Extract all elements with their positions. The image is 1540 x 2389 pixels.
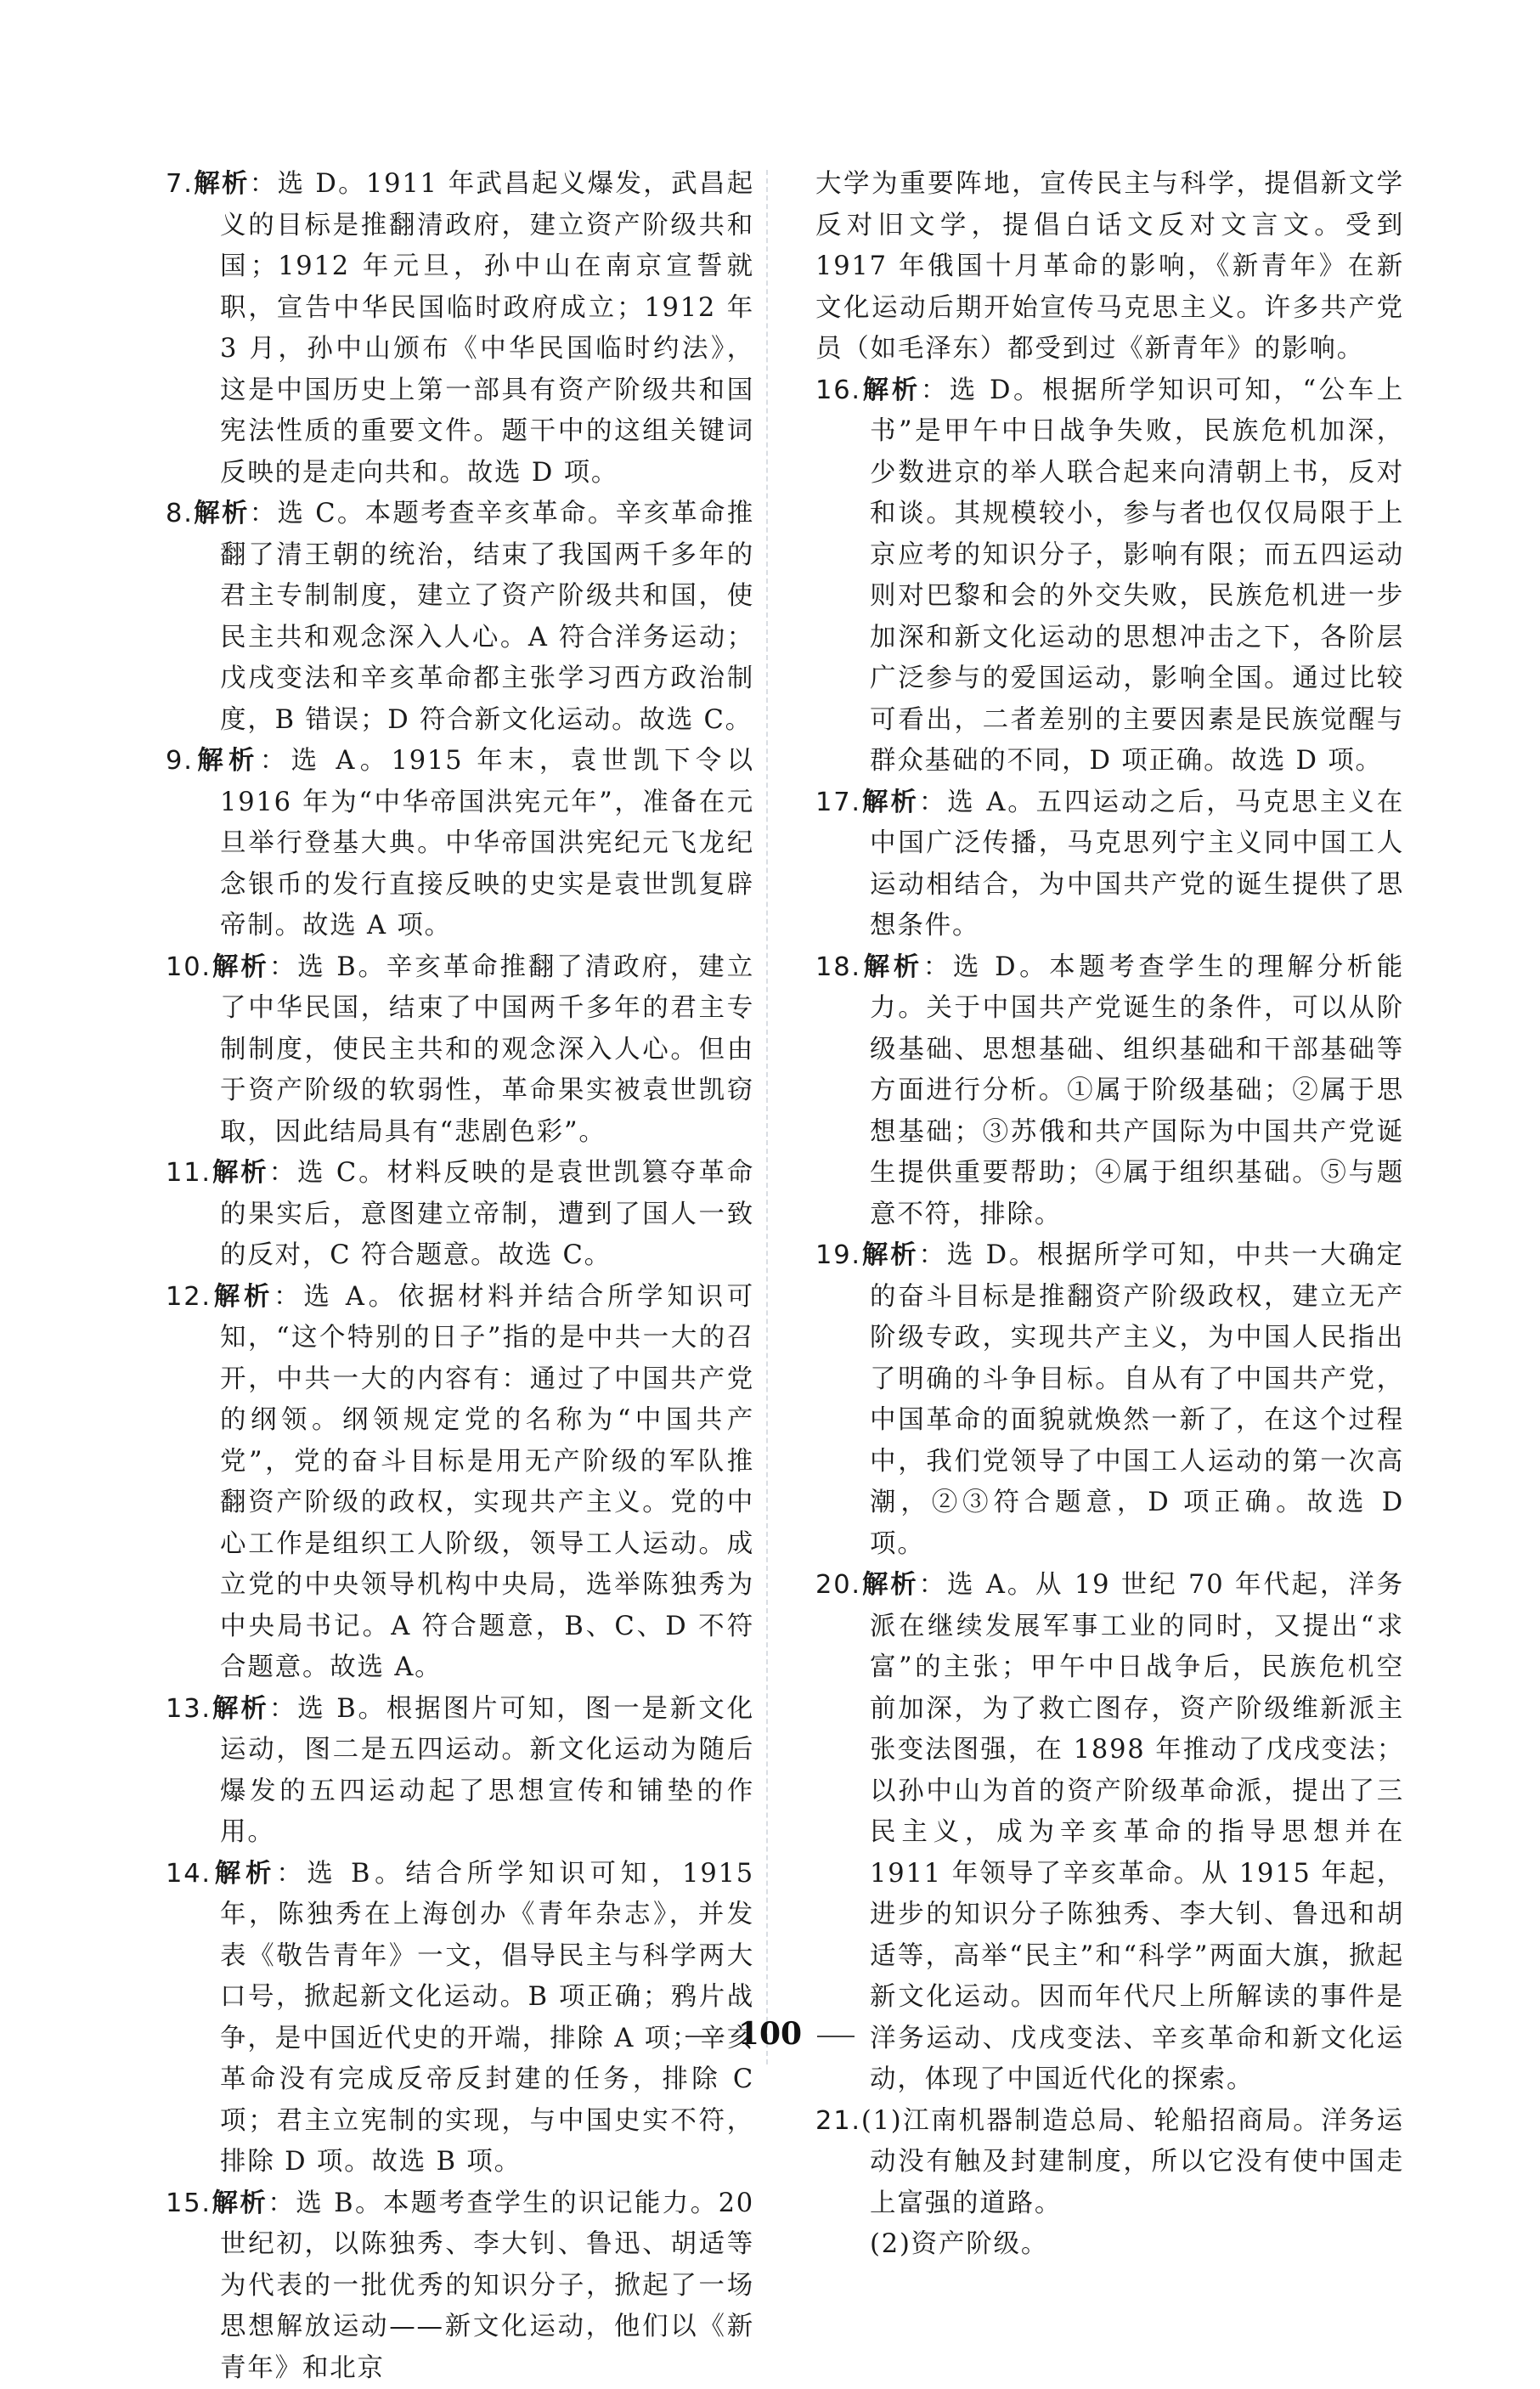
answer-item-17: 17.解析：选 A。五四运动之后，马克思主义在中国广泛传播，马克思列宁主义同中国工人运动相结合，为中国共产党的诞生提供了思想条件。 (815, 782, 1404, 947)
page-number-footer (0, 2016, 1540, 2052)
left-column (166, 164, 754, 2389)
footer-dash-right (817, 2036, 855, 2037)
answer-item-12: 12.解析：选 A。依据材料并结合所学知识可知，“这个特别的日子”指的是中共一大的召开，中共一大的内容有：通过了中国共产党的纲领。纲领规定党的名称为“中国共产党”，党的奋斗目标是用无产阶级的军队推翻资产阶级的政权，实现共产主义。党的中心工作是组织工人阶级，领导工人运动。成立党的中央领导机构中央局，选举陈独秀为中央局书记。A 符合题意，B、C、D 不符合题意。故选 A。 (166, 1277, 754, 1689)
answer-item-10: 10.解析：选 B。辛亥革命推翻了清政府，建立了中华民国，结束了中国两千多年的君主专制制度，使民主共和的观念深入人心。但由于资产阶级的软弱性，革命果实被袁世凯窃取，因此结局具有“悲剧色彩”。 (166, 947, 754, 1154)
answer-item-9: 9.解析：选 A。1915 年末，袁世凯下令以 1916 年为“中华帝国洪宪元年”，准备在元旦举行登基大典。中华帝国洪宪纪元飞龙纪念银币的发行直接反映的史实是袁世凯复辟帝制。故选 A 项。 (166, 741, 754, 947)
answer-item-21-part-2: (2)资产阶级。 (815, 2224, 1404, 2266)
answer-item-15: 15.解析：选 B。本题考查学生的识记能力。20 世纪初，以陈独秀、李大钊、鲁迅、胡适等为代表的一批优秀的知识分子，掀起了一场思想解放运动——新文化运动，他们以《新青年》和北京 (166, 2183, 754, 2389)
answer-item-7: 7.解析：选 D。1911 年武昌起义爆发，武昌起义的目标是推翻清政府，建立资产阶级共和国；1912 年元旦，孙中山在南京宣誓就职，宣告中华民国临时政府成立；1912 年 3 月，孙中山颁布《中华民国临时约法》，这是中国历史上第一部具有资产阶级共和国宪法性质的重要文件。题干中的这组关键词反映的是走向共和。故选 D 项。 (166, 164, 754, 494)
answer-item-18: 18.解析：选 D。本题考查学生的理解分析能力。关于中国共产党诞生的条件，可以从阶级基础、思想基础、组织基础和干部基础等方面进行分析。①属于阶级基础；②属于思想基础；③苏俄和共产国际为中国共产党诞生提供重要帮助；④属于组织基础。⑤与题意不符，排除。 (815, 947, 1404, 1236)
footer-dash-left (685, 2036, 723, 2037)
answer-item-21: 21.(1)江南机器制造总局、轮船招商局。洋务运动没有触及封建制度，所以它没有使中国走上富强的道路。 (815, 2101, 1404, 2225)
answer-item-20: 20.解析：选 A。从 19 世纪 70 年代起，洋务派在继续发展军事工业的同时，又提出“求富”的主张；甲午中日战争后，民族危机空前加深，为了救亡图存，资产阶级维新派主张变法图强，在 1898 年推动了戊戌变法；以孙中山为首的资产阶级革命派，提出了三民主义，成为辛亥革命的指导思想并在 1911 年领导了辛亥革命。从 1915 年起，进步的知识分子陈独秀、李大钊、鲁迅和胡适等，高举“民主”和“科学”两面大旗，掀起新文化运动。因而年代尺上所解读的事件是洋务运动、戊戌变法、辛亥革命和新文化运动，体现了中国近代化的探索。 (815, 1565, 1404, 2101)
column-divider (766, 170, 768, 2064)
answer-item-13: 13.解析：选 B。根据图片可知，图一是新文化运动，图二是五四运动。新文化运动为随后爆发的五四运动起了思想宣传和铺垫的作用。 (166, 1689, 754, 1854)
answer-item-15-continued: 大学为重要阵地，宣传民主与科学，提倡新文学反对旧文学，提倡白话文反对文言文。受到 1917 年俄国十月革命的影响，《新青年》在新文化运动后期开始宣传马克思主义。许多共产党员（如毛泽东）都受到过《新青年》的影响。 (815, 164, 1404, 370)
answer-item-14: 14.解析：选 B。结合所学知识可知，1915 年，陈独秀在上海创办《青年杂志》，并发表《敬告青年》一文，倡导民主与科学两大口号，掀起新文化运动。B 项正确；鸦片战争，是中国近代史的开端，排除 A 项；辛亥革命没有完成反帝反封建的任务，排除 C 项；君主立宪制的实现，与中国史实不符，排除 D 项。故选 B 项。 (166, 1854, 754, 2183)
answer-item-8: 8.解析：选 C。本题考查辛亥革命。辛亥革命推翻了清王朝的统治，结束了我国两千多年的君主专制制度，建立了资产阶级共和国，使民主共和观念深入人心。A 符合洋务运动；戊戌变法和辛亥革命都主张学习西方政治制度，B 错误；D 符合新文化运动。故选 C。 (166, 494, 754, 741)
answer-item-19: 19.解析：选 D。根据所学可知，中共一大确定的奋斗目标是推翻资产阶级政权，建立无产阶级专政，实现共产主义，为中国人民指出了明确的斗争目标。自从有了中国共产党，中国革命的面貌就焕然一新了，在这个过程中，我们党领导了中国工人运动的第一次高潮，②③符合题意，D 项正确。故选 D 项。 (815, 1235, 1404, 1565)
answer-item-11: 11.解析：选 C。材料反映的是袁世凯篡夺革命的果实后，意图建立帝制，遭到了国人一致的反对，C 符合题意。故选 C。 (166, 1153, 754, 1277)
answer-item-16: 16.解析：选 D。根据所学知识可知，“公车上书”是甲午中日战争失败，民族危机加深，少数进京的举人联合起来向清朝上书，反对和谈。其规模较小，参与者也仅仅局限于上京应考的知识分子，影响有限；而五四运动则对巴黎和会的外交失败，民族危机进一步加深和新文化运动的思想冲击之下，各阶层广泛参与的爱国运动，影响全国。通过比较可看出，二者差别的主要因素是民族觉醒与群众基础的不同，D 项正确。故选 D 项。 (815, 370, 1404, 782)
page-number: 100 (738, 2016, 802, 2052)
right-column (815, 164, 1404, 2266)
